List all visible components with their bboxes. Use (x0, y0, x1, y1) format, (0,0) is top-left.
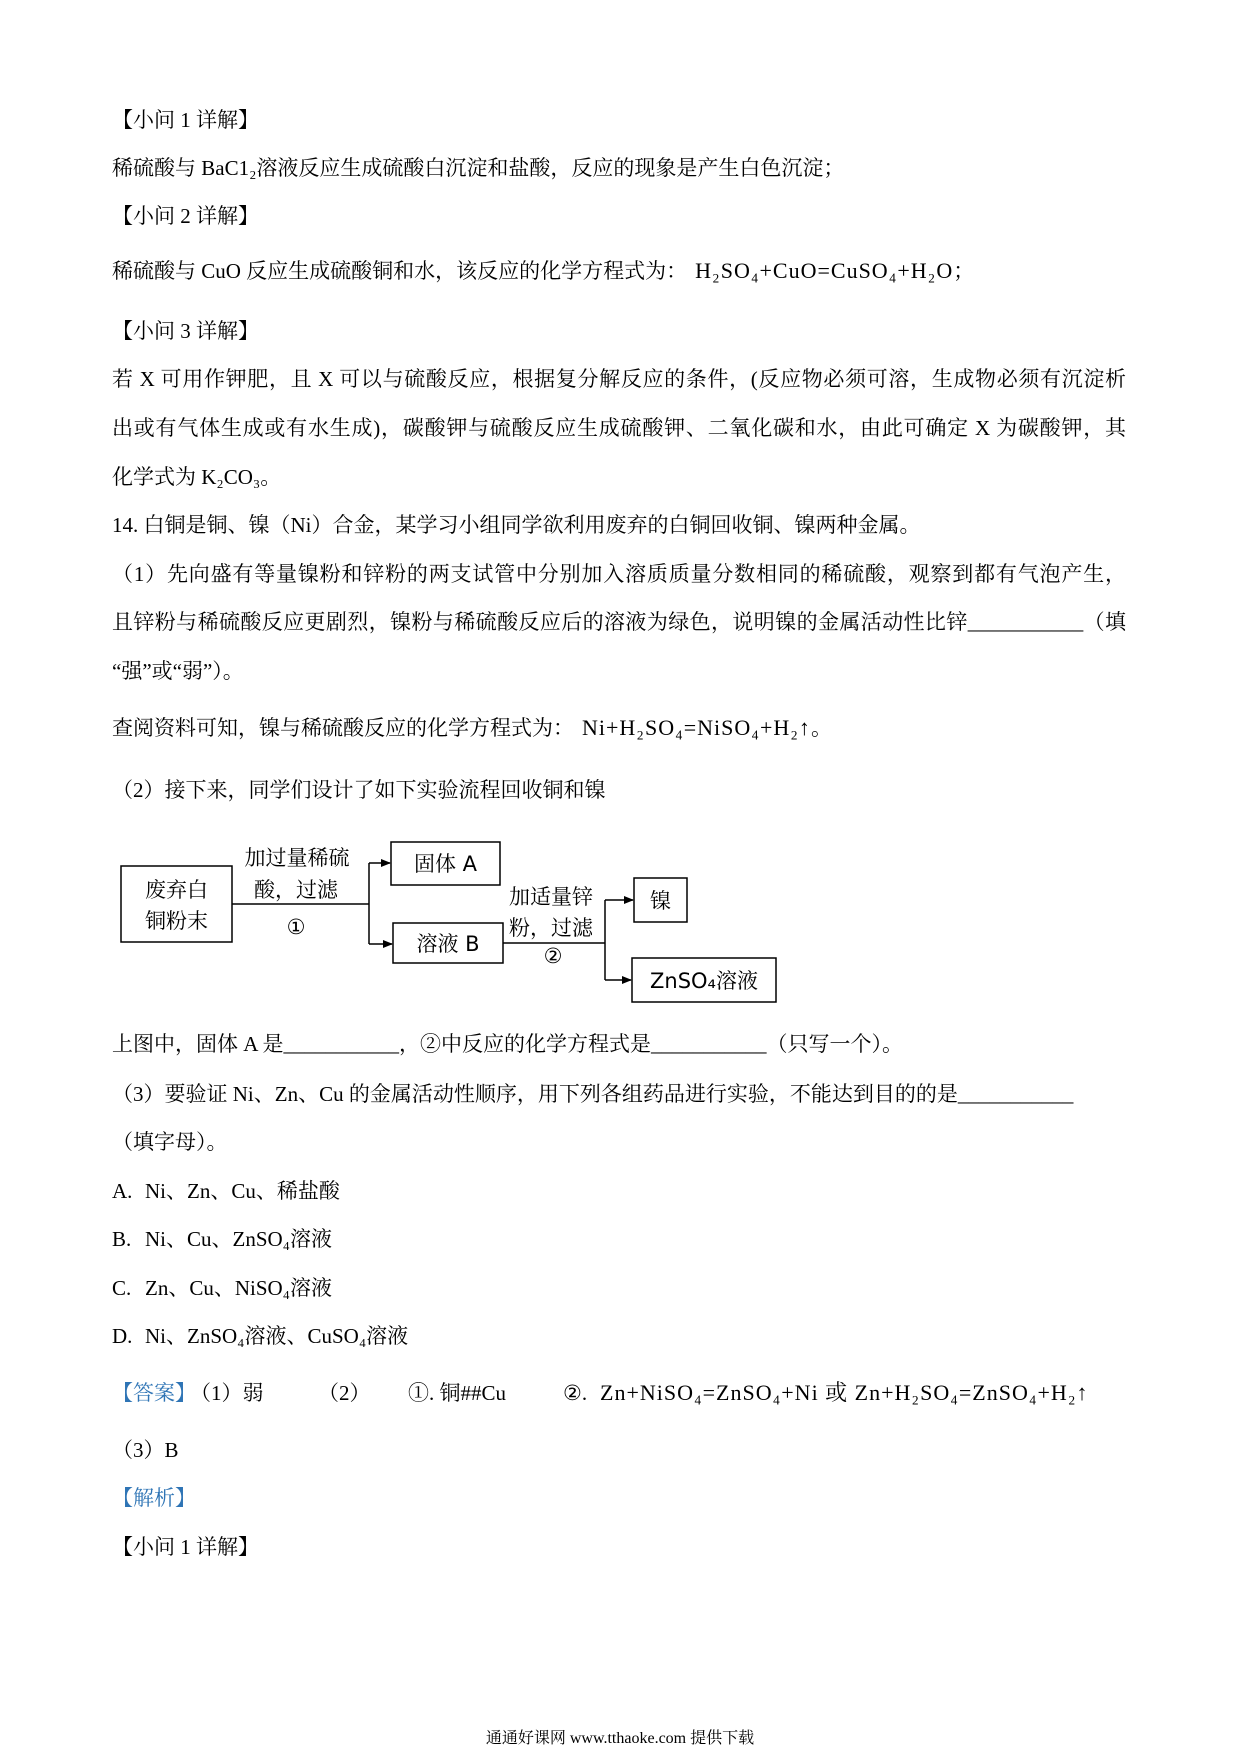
step2-label: 加适量锌 (509, 885, 593, 909)
start-box-label: 废弃白 (145, 878, 208, 902)
flowchart (110, 830, 790, 1010)
sub2-heading: 【小问 2 详解】 (112, 204, 259, 228)
sub1-heading: 【小问 1 详解】 (112, 108, 259, 132)
question-14-stem: 14. 白铜是铜、镍（Ni）合金，某学习小组同学欲利用废弃的白铜回收铜、镍两种金属。 (112, 513, 921, 537)
reference-prefix: 查阅资料可知，镍与稀硫酸反应的化学方程式为： (112, 716, 574, 740)
analysis-sub1-heading: 【小问 1 详解】 (112, 1535, 259, 1559)
part2-intro: （2）接下来，同学们设计了如下实验流程回收铜和镍 (112, 778, 606, 802)
option-letter: B. (112, 1227, 132, 1251)
sub3-line: 化学式为 K₂CO₃。 (112, 465, 282, 489)
solid-a-label: 固体 A (413, 852, 478, 876)
answer-blank2-equation: Zn+NiSO₄=ZnSO₄+Ni 或 Zn+H₂SO₄=ZnSO₄+H₂↑ (600, 1380, 1089, 1405)
answer-blank2-marker: ②. (563, 1381, 588, 1405)
sub2-text-prefix: 稀硫酸与 CuO 反应生成硫酸铜和水，该反应的化学方程式为： (112, 259, 688, 283)
sub3-line: 若 X 可用作钾肥，且 X 可以与硫酸反应，根据复分解反应的条件，(反应物必须可溶，生成物必须有沉淀析 (112, 367, 1126, 391)
part2-question: 上图中，固体 A 是___________，②中反应的化学方程式是___________（只写一个）。 (112, 1032, 904, 1056)
option-text: Ni、ZnSO₄溶液、CuSO₄溶液 (145, 1324, 409, 1348)
part3-line: （3）要验证 Ni、Zn、Cu 的金属活动性顺序，用下列各组药品进行实验，不能达到目的的是___________ (112, 1082, 1074, 1106)
step2-number: ② (543, 944, 563, 968)
option-c (112, 1273, 332, 1303)
step1-label: 加过量稀硫 (244, 846, 350, 870)
sub3-heading: 【小问 3 详解】 (112, 319, 259, 343)
answer-blank1: ①. 铜##Cu (408, 1381, 507, 1405)
sub2-text-suffix: ； (953, 259, 975, 283)
answer-part1: （1）弱 (190, 1381, 264, 1405)
znso4-solution-label: ZnSO₄溶液 (650, 969, 758, 993)
analysis-label: 【解析】 (112, 1486, 196, 1510)
option-a (112, 1176, 340, 1206)
answer-part2: （2） (318, 1381, 371, 1405)
option-b (112, 1224, 332, 1254)
option-text: Zn、Cu、NiSO₄溶液 (145, 1276, 333, 1300)
part1-line: 且锌粉与稀硫酸反应更剧烈，镍粉与稀硫酸反应后的溶液为绿色，说明镍的金属活动性比锌___________（填 (112, 610, 1126, 634)
page-footer: 通通好课网 www.tthaoke.com 提供下载 (485, 1730, 755, 1747)
part3-line: （填字母）。 (112, 1130, 228, 1154)
sub1-text: 稀硫酸与 BaC1₂溶液反应生成硫酸白沉淀和盐酸，反应的现象是产生白色沉淀； (112, 156, 845, 180)
answer-part3: （3）B (112, 1438, 179, 1462)
reference-suffix: 。 (810, 716, 832, 740)
sub2-equation: H₂SO₄+CuO=CuSO₄+H₂O (695, 258, 954, 283)
nickel-label: 镍 (650, 889, 671, 913)
option-letter: C. (112, 1276, 132, 1300)
option-letter: D. (112, 1324, 133, 1348)
option-d (112, 1321, 408, 1351)
solution-b-label: 溶液 B (416, 932, 480, 956)
sub3-line: 出或有气体生成或有水生成)，碳酸钾与硫酸反应生成硫酸钾、二氧化碳和水，由此可确定 X 为碳酸钾，其 (112, 416, 1126, 440)
start-box-label: 铜粉末 (145, 909, 208, 933)
reference-equation: Ni+H₂SO₄=NiSO₄+H₂↑ (582, 715, 811, 740)
step2-label: 粉，过滤 (509, 916, 593, 940)
sub2-text (112, 256, 974, 286)
reference-equation-line (112, 713, 832, 743)
option-letter: A. (112, 1179, 133, 1203)
part1-line: “强”或“弱”）。 (112, 659, 244, 683)
answer-label: 【答案】 (112, 1381, 196, 1405)
step1-number: ① (286, 915, 306, 939)
option-text: Ni、Cu、ZnSO₄溶液 (145, 1227, 333, 1251)
part1-line: （1）先向盛有等量镍粉和锌粉的两支试管中分别加入溶质质量分数相同的稀硫酸，观察到都有气泡产生， (112, 562, 1126, 586)
option-text: Ni、Zn、Cu、稀盐酸 (145, 1179, 340, 1203)
step1-label: 酸，过滤 (254, 878, 338, 902)
